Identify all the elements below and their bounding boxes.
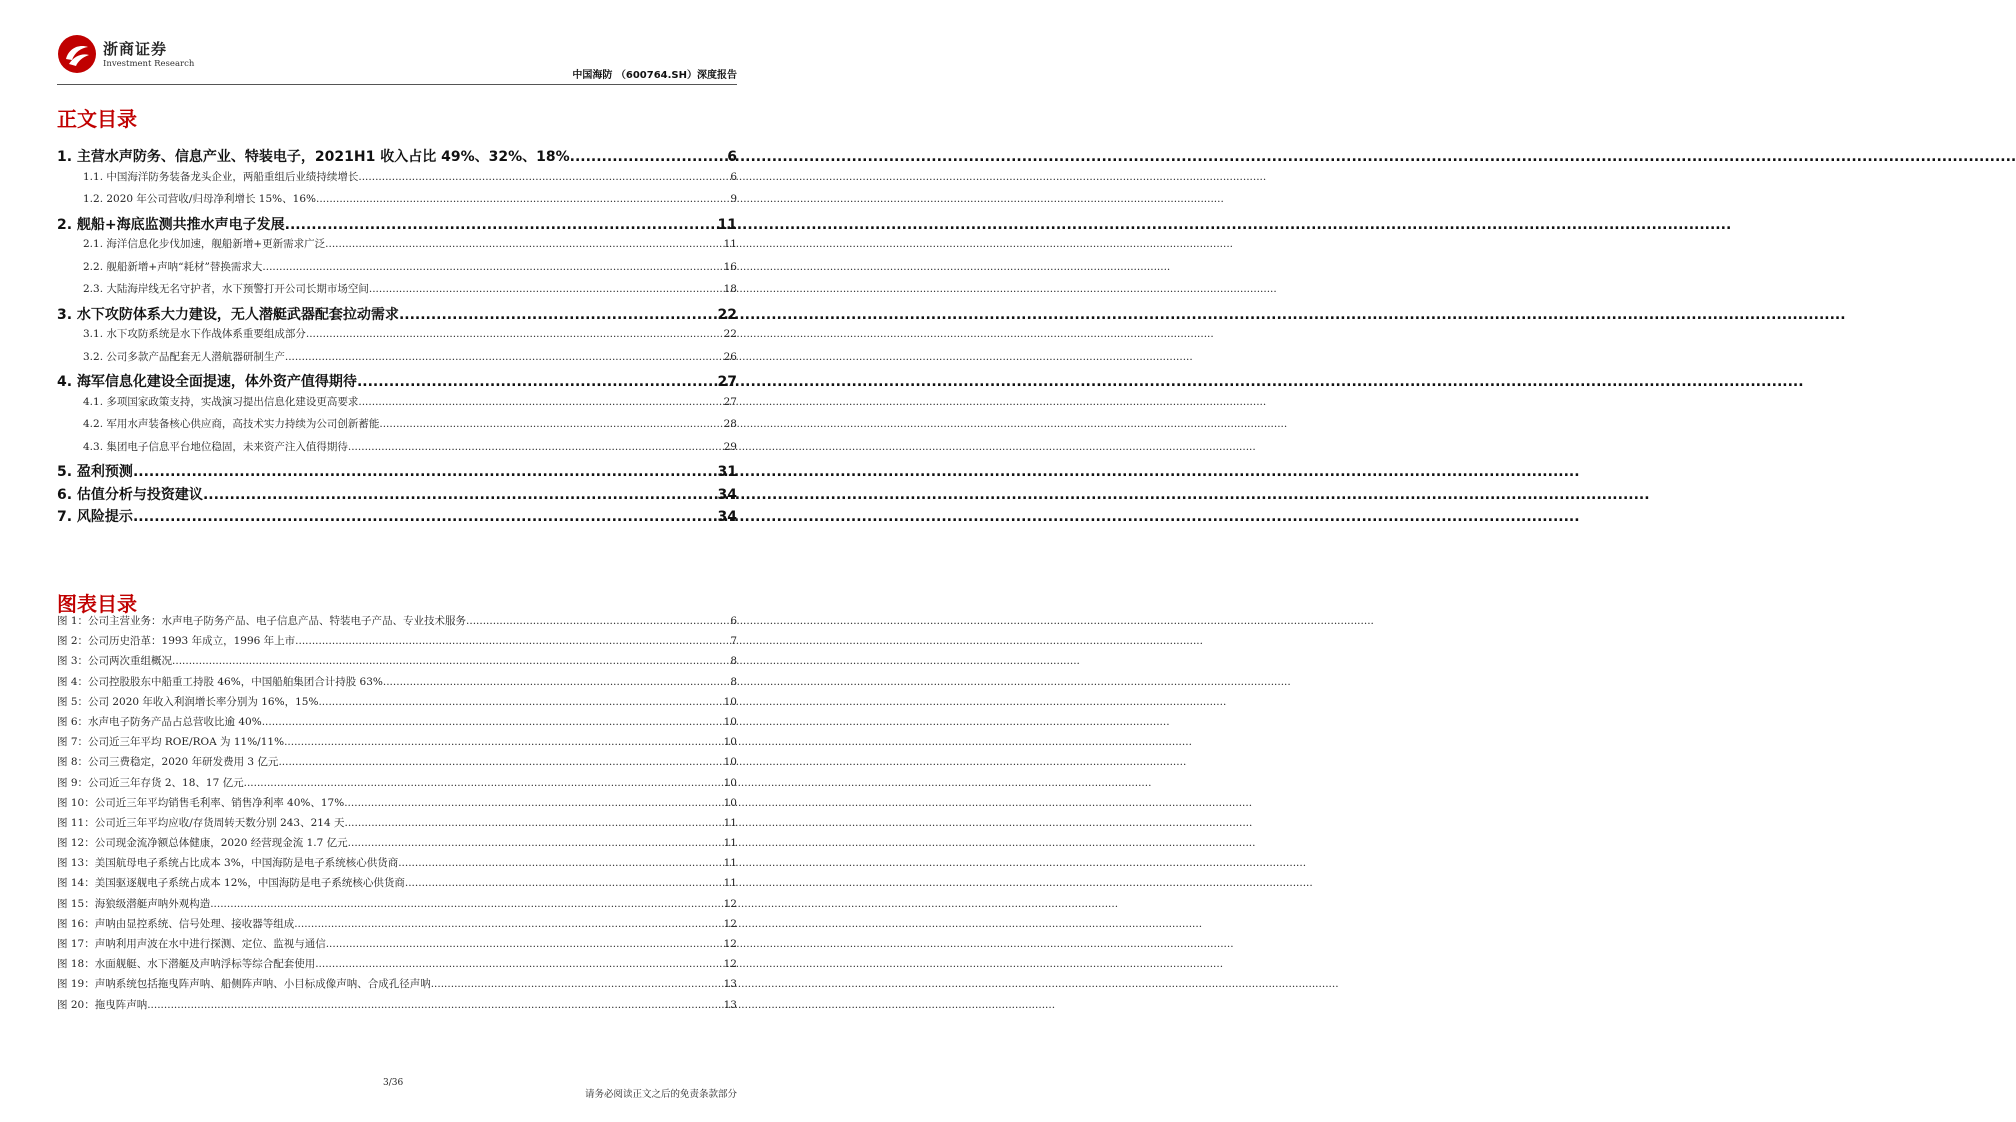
toc-chapter-entry[interactable] — [57, 484, 737, 507]
logo-text-en: Investment Research — [103, 59, 195, 69]
entry-text: 1.2. 2020 年公司营收/归母净利增长 15%、16% — [83, 193, 316, 205]
page-ref: 28 — [723, 418, 737, 430]
leader-dots — [203, 487, 716, 503]
figure-entry[interactable] — [57, 653, 737, 673]
leader-dots — [431, 978, 722, 990]
entry-text: 2.3. 大陆海岸线无名守护者，水下预警打开公司长期市场空间 — [83, 283, 369, 295]
page-ref: 6 — [730, 170, 737, 183]
toc-chapter-entry[interactable] — [57, 461, 737, 484]
entry-text: 图 18：水面舰艇、水下潜艇及声呐浮标等综合配套使用 — [57, 958, 316, 971]
entry-text: 7. 风险提示 — [57, 509, 133, 525]
entry-text: 图 13：美国航母电子系统占比成本 3%，中国海防是电子系统核心供货商 — [57, 857, 399, 870]
entry-text: 图 2：公司历史沿革：1993 年成立，1996 年上市 — [57, 635, 296, 648]
leader-dots — [133, 509, 716, 525]
page-ref: 7 — [730, 635, 737, 648]
leader-dots — [316, 193, 728, 205]
logo — [57, 28, 207, 78]
leader-dots — [399, 307, 716, 323]
page-ref: 10 — [723, 776, 737, 789]
disclaimer: 请务必阅读正文之后的免责条款部分 — [584, 1089, 737, 1100]
entry-text: 图 19：声呐系统包括拖曳阵声呐、船侧阵声呐、小目标成像声呐、合成孔径声呐 — [57, 978, 431, 991]
figure-entry[interactable] — [57, 976, 737, 996]
figure-entry[interactable] — [57, 754, 737, 774]
leader-dots — [244, 777, 722, 789]
figure-entry[interactable] — [57, 775, 737, 795]
leader-dots — [398, 857, 721, 869]
figure-entry[interactable] — [57, 694, 737, 714]
figure-entry[interactable] — [57, 997, 737, 1017]
leader-dots — [405, 877, 722, 889]
entry-text: 4.1. 多项国家政策支持，实战演习提出信息化建设更高要求 — [83, 395, 359, 408]
logo-mark-icon — [57, 34, 97, 74]
leader-dots — [379, 418, 721, 430]
leader-dots — [284, 736, 722, 748]
figure-entry[interactable] — [57, 916, 737, 936]
page-ref: 10 — [723, 756, 737, 769]
figure-entry[interactable] — [57, 835, 737, 855]
page-ref: 13 — [723, 978, 737, 991]
figure-entry[interactable] — [57, 613, 737, 633]
page-ref: 12 — [723, 958, 737, 971]
leader-dots — [306, 328, 722, 340]
leader-dots — [358, 171, 728, 183]
page-ref: 11 — [723, 816, 737, 829]
leader-dots — [318, 696, 721, 708]
leader-dots — [570, 149, 726, 165]
page-ref: 12 — [723, 938, 737, 950]
leader-dots — [285, 217, 716, 233]
leader-dots — [325, 238, 721, 250]
page-ref: 27 — [723, 395, 737, 408]
page-ref: 11 — [723, 877, 737, 890]
page-header — [57, 28, 737, 86]
page-ref: 10 — [723, 695, 737, 708]
page-ref: 11 — [717, 216, 737, 233]
entry-text: 3.1. 水下攻防系统是水下作战体系重要组成部分 — [83, 328, 306, 340]
page-ref: 34 — [717, 509, 737, 525]
figure-entry[interactable] — [57, 815, 737, 835]
entry-text: 图 11：公司近三年平均应收/存货周转天数分别 243、214 天 — [57, 816, 345, 829]
leader-dots — [294, 918, 721, 930]
logo-text-cn: 浙商证券 — [103, 40, 168, 58]
leader-dots — [345, 817, 722, 829]
figure-entry[interactable] — [57, 896, 737, 916]
entry-text: 图 12：公司现金流净额总体健康，2020 经营现金流 1.7 亿元 — [57, 837, 348, 850]
entry-text: 4. 海军信息化建设全面提速，体外资产值得期待 — [57, 374, 357, 390]
figure-entry[interactable] — [57, 875, 737, 895]
page-ref: 27 — [717, 374, 737, 390]
page-ref: 26 — [723, 350, 737, 363]
entry-text: 图 10：公司近三年平均销售毛利率、销售净利率 40%、17% — [57, 796, 345, 809]
page-ref: 8 — [730, 655, 737, 668]
leader-dots — [262, 716, 722, 728]
leader-dots — [133, 464, 716, 480]
page-ref: 22 — [723, 328, 737, 340]
entry-text: 4.2. 军用水声装备核心供应商，高技术实力持续为公司创新蓄能 — [83, 418, 380, 430]
leader-dots — [285, 351, 722, 363]
figures-title: 图表目录 — [57, 592, 137, 616]
page-ref: 9 — [730, 193, 737, 205]
page-ref: 13 — [723, 998, 737, 1011]
entry-text: 6. 估值分析与投资建议 — [57, 486, 203, 503]
toc-section-entry[interactable] — [57, 394, 737, 417]
leader-dots — [358, 396, 721, 408]
page-ref: 11 — [723, 837, 737, 850]
page-ref: 10 — [723, 736, 737, 749]
toc-section-entry[interactable] — [57, 349, 737, 372]
leader-dots — [466, 615, 728, 627]
toc-section-entry[interactable] — [57, 439, 737, 462]
leader-dots — [348, 837, 722, 849]
leader-dots — [348, 441, 722, 453]
page-ref: 12 — [723, 897, 737, 910]
entry-text: 2.2. 舰船新增+声呐“耗材”替换需求大 — [83, 260, 263, 273]
entry-text: 图 8：公司三费稳定，2020 年研发费用 3 亿元 — [57, 756, 279, 769]
entry-text: 图 5：公司 2020 年收入利润增长率分别为 16%，15% — [57, 695, 319, 708]
page-ref: 6 — [727, 149, 737, 165]
leader-dots — [278, 756, 721, 768]
leader-dots — [357, 374, 716, 390]
entry-text: 图 16：声呐由显控系统、信号处理、接收器等组成 — [57, 917, 295, 930]
entry-text: 4.3. 集团电子信息平台地位稳固，未来资产注入值得期待 — [83, 440, 348, 453]
page-ref: 12 — [723, 917, 737, 930]
toc-section-entry[interactable] — [57, 236, 737, 259]
page-number: 3/36 — [383, 1078, 404, 1088]
entry-text: 2. 舰船+海底监测共推水声电子发展 — [57, 216, 285, 233]
page-ref: 8 — [730, 675, 737, 688]
entry-text: 图 17：声呐利用声波在水中进行探测、定位、监视与通信 — [57, 938, 326, 950]
table-of-contents — [57, 146, 737, 529]
toc-chapter-entry[interactable] — [57, 371, 737, 394]
page-ref: 18 — [723, 283, 737, 295]
page-ref: 6 — [730, 615, 737, 627]
leader-dots — [383, 676, 728, 688]
figure-entry[interactable] — [57, 674, 737, 694]
leader-dots — [172, 655, 728, 667]
toc-chapter-entry[interactable] — [57, 214, 737, 237]
entry-text: 图 9：公司近三年存货 2、18、17 亿元 — [57, 776, 244, 789]
entry-text: 3.2. 公司多款产品配套无人潜航器研制生产 — [83, 350, 285, 363]
toc-section-entry[interactable] — [57, 259, 737, 282]
page-ref: 11 — [723, 238, 737, 250]
entry-text: 图 15：海狼级潜艇声呐外观构造 — [57, 897, 211, 910]
toc-section-entry[interactable] — [57, 281, 737, 304]
leader-dots — [295, 635, 728, 647]
entry-text: 3. 水下攻防体系大力建设，无人潜艇武器配套拉动需求 — [57, 306, 399, 323]
page-ref: 22 — [717, 306, 737, 323]
toc-chapter-entry[interactable] — [57, 304, 737, 327]
figure-entry[interactable] — [57, 855, 737, 875]
entry-text: 1.1. 中国海洋防务装备龙头企业，两船重组后业绩持续增长 — [83, 170, 359, 183]
toc-chapter-entry[interactable] — [57, 506, 737, 529]
entry-text: 图 7：公司近三年平均 ROE/ROA 为 11%/11% — [57, 736, 285, 749]
page-ref: 10 — [723, 715, 737, 728]
page-ref: 16 — [723, 260, 737, 273]
leader-dots — [315, 958, 721, 970]
entry-text: 图 3：公司两次重组概况 — [57, 655, 173, 668]
leader-dots — [147, 999, 721, 1011]
toc-section-entry[interactable] — [57, 416, 737, 439]
header-divider — [57, 84, 737, 85]
figure-entry[interactable] — [57, 734, 737, 754]
entry-text: 图 14：美国驱逐舰电子系统占成本 12%，中国海防是电子系统核心供货商 — [57, 877, 405, 890]
report-title: 中国海防 （600764.SH）深度报告 — [572, 70, 737, 81]
toc-section-entry[interactable] — [57, 326, 737, 349]
leader-dots — [262, 261, 721, 273]
toc-title: 正文目录 — [57, 107, 137, 131]
entry-text: 图 4：公司控股股东中船重工持股 46%，中国船舶集团合计持股 63% — [57, 675, 383, 688]
figure-entry[interactable] — [57, 936, 737, 956]
toc-section-entry[interactable] — [57, 169, 737, 192]
toc-chapter-entry[interactable] — [57, 146, 737, 169]
figure-list — [57, 613, 737, 1017]
leader-dots — [369, 283, 722, 295]
entry-text: 2.1. 海洋信息化步伐加速，舰船新增+更新需求广泛 — [83, 238, 326, 250]
entry-text: 5. 盈利预测 — [57, 464, 133, 480]
page-ref: 31 — [717, 464, 737, 480]
entry-text: 图 6：水声电子防务产品占总营收比逾 40% — [57, 715, 262, 728]
leader-dots — [210, 898, 721, 910]
page-ref: 10 — [723, 796, 737, 809]
toc-section-entry[interactable] — [57, 191, 737, 214]
leader-dots — [326, 938, 722, 950]
figure-entry[interactable] — [57, 956, 737, 976]
entry-text: 1. 主营水声防务、信息产业、特装电子，2021H1 收入占比 49%、32%、18% — [57, 149, 570, 165]
figure-entry[interactable] — [57, 714, 737, 734]
entry-text: 图 1：公司主营业务：水声电子防务产品、电子信息产品、特装电子产品、专业技术服务 — [57, 615, 467, 627]
page-ref: 11 — [723, 857, 737, 870]
page-ref: 34 — [717, 486, 737, 503]
figure-entry[interactable] — [57, 633, 737, 653]
entry-text: 图 20：拖曳阵声呐 — [57, 998, 148, 1011]
figure-entry[interactable] — [57, 795, 737, 815]
leader-dots — [344, 797, 721, 809]
page-ref: 29 — [723, 440, 737, 453]
